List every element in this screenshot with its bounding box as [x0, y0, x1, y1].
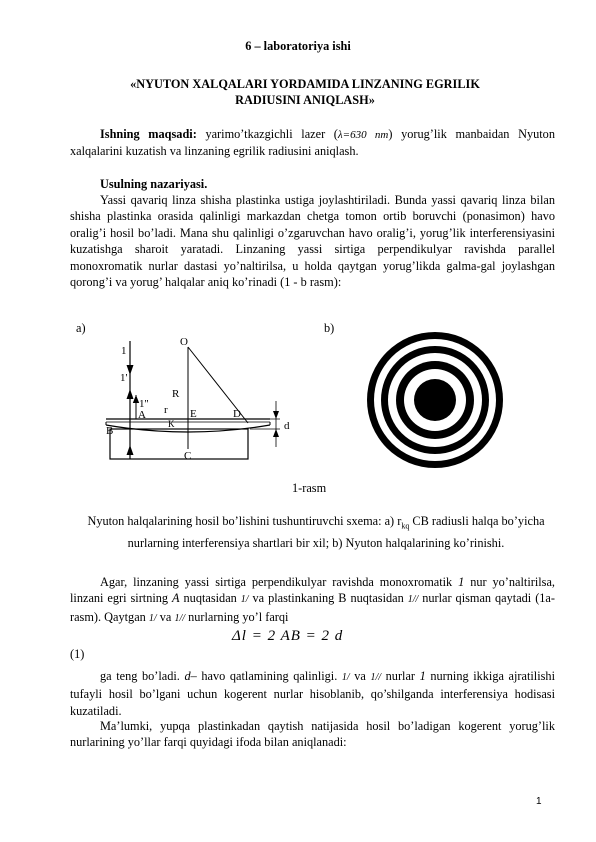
- label-D: D: [233, 408, 241, 420]
- label-ray-1-double-prime: 1'': [139, 398, 149, 410]
- para2-e: nurlar qisman qaytadi (1a-rasm). Qaytgan: [70, 591, 555, 624]
- caption-sub: kq: [401, 521, 410, 531]
- para2-f: va: [156, 609, 175, 624]
- theory-paragraph: Yassi qavariq linza shisha plastinka ustiga joylashtiriladi. Bunda yassi qavariq linza bilan shisha plastinka orasida qalinligi markazdan chetga tomon ortib boruvchi (ponasimon) havo oralig’i hosil bo’ladi. Mana shu qalinligi o’zgaruvchan havo oralig’i, yorug’lik interferensiyasini kuzatishga sharoit yaratadi. Linzaning yassi sirtiga perpendikulyar ravishda parallel monoxromatik nurlar dastasi yo’naltirilsa, u holda qaytgan yorug’likda galma-gal joylashgan qorong’i va yorug’ halqalar aniq ko’rinadi (1 - b rasm):: [70, 193, 555, 290]
- path-difference-formula: Δl = 2 AB = 2 d: [232, 628, 344, 644]
- figure-a-label: a): [76, 321, 86, 335]
- label-r: r: [164, 404, 168, 416]
- equation-number: (1): [70, 647, 85, 661]
- main-title-line-2: RADIUSINI ANIQLASH»: [235, 93, 375, 107]
- para2-d: va plastinkaning B nuqtasidan: [248, 591, 408, 606]
- lab-number-title: 6 – laboratoriya ishi: [245, 39, 351, 53]
- label-E: E: [190, 408, 197, 420]
- para2-ray: 1: [458, 575, 465, 589]
- para3-ray-1p: 1/: [341, 672, 350, 683]
- para3-d: d: [184, 669, 191, 683]
- para2-ray-1pp: 1//: [407, 594, 419, 606]
- para3-b: – havo qatlamining qalinligi.: [190, 669, 342, 683]
- label-A: A: [138, 409, 146, 421]
- aim-lambda: λ=630 nm: [337, 129, 389, 141]
- page-number: 1: [536, 796, 542, 807]
- newton-rings-schematic: [100, 335, 300, 475]
- aim-label: Ishning maqsadi:: [100, 127, 197, 141]
- aim-paragraph: [70, 126, 555, 160]
- label-d: d: [284, 420, 290, 432]
- para2-ray-1p: 1/: [240, 594, 249, 606]
- para3-e: nurlar: [381, 669, 420, 683]
- para2-point-A: A: [172, 591, 180, 606]
- ray-arrow-up-1: [127, 389, 134, 399]
- label-O: O: [180, 336, 188, 348]
- newton-rings-image: [355, 330, 515, 470]
- label-B: B: [106, 425, 114, 437]
- para3-c: va: [349, 669, 371, 683]
- figure-b-label: b): [324, 321, 335, 335]
- paragraph-thin-plate: Ma’lumki, yupqa plastinkadan qaytish natijasida hosil bo’ladigan kogerent yorug’lik nurlarining yo’llar farqi quyidagi ifoda bilan aniqlanadi:: [70, 719, 555, 750]
- label-ray-1: 1: [121, 345, 127, 357]
- label-R: R: [172, 388, 180, 400]
- figure-caption: [86, 513, 546, 551]
- ring-center: [414, 379, 456, 421]
- para2-c: nuqtasidan: [179, 591, 241, 606]
- label-K: K: [168, 419, 175, 429]
- aim-text-a: yarimo’tkazgichli lazer (: [205, 127, 338, 141]
- main-title-line-1: «NYUTON XALQALARI YORDAMIDA LINZANING EGRILIK: [130, 77, 480, 91]
- para2-ray-1p-b: 1/: [148, 612, 157, 624]
- aim-text-b: ) yorug’lik manbaidan Nyuton xalqalarini kuzatish va linzaning egrilik radiusini aniqlash.: [70, 127, 555, 159]
- label-ray-1-prime: 1': [120, 372, 128, 384]
- caption-pre: Nyuton halqalarining hosil bo’lishini tushuntiruvchi sxema: a) r: [87, 514, 402, 528]
- paragraph-coherent: [70, 668, 555, 719]
- caption-post: CB radiusli halqa bo’yicha nurlarning interferensiya shartlari bir xil; b) Nyuton halqalarining ko’rinishi.: [127, 514, 545, 550]
- para2-ray-1pp-b: 1//: [174, 612, 185, 624]
- para3-f: nurning ikkiga ajratilishi tufayli hosil bo’lgani uchun kogerent nurlar hisoblanib, qo’shilganda interferensiya hodisasi kuzatiladi.: [70, 669, 555, 718]
- figure-number: 1-rasm: [292, 481, 327, 495]
- para2-b: nur yo’naltirilsa, linzani egri sirtning: [70, 575, 555, 606]
- theory-heading: Usulning nazariyasi.: [100, 177, 208, 191]
- para2-g: nurlarning yo’l farqi: [185, 609, 289, 624]
- para3-a: ga teng bo’ladi.: [100, 669, 185, 683]
- label-C: C: [184, 450, 192, 462]
- ray-arrow-down: [127, 365, 134, 375]
- paragraph-rays: [70, 574, 555, 627]
- para3-ray-1pp: 1//: [370, 672, 382, 683]
- para2-a: Agar, linzaning yassi sirtiga perpendikulyar ravishda monoxromatik: [100, 575, 459, 589]
- para3-ray-1: 1: [419, 669, 426, 683]
